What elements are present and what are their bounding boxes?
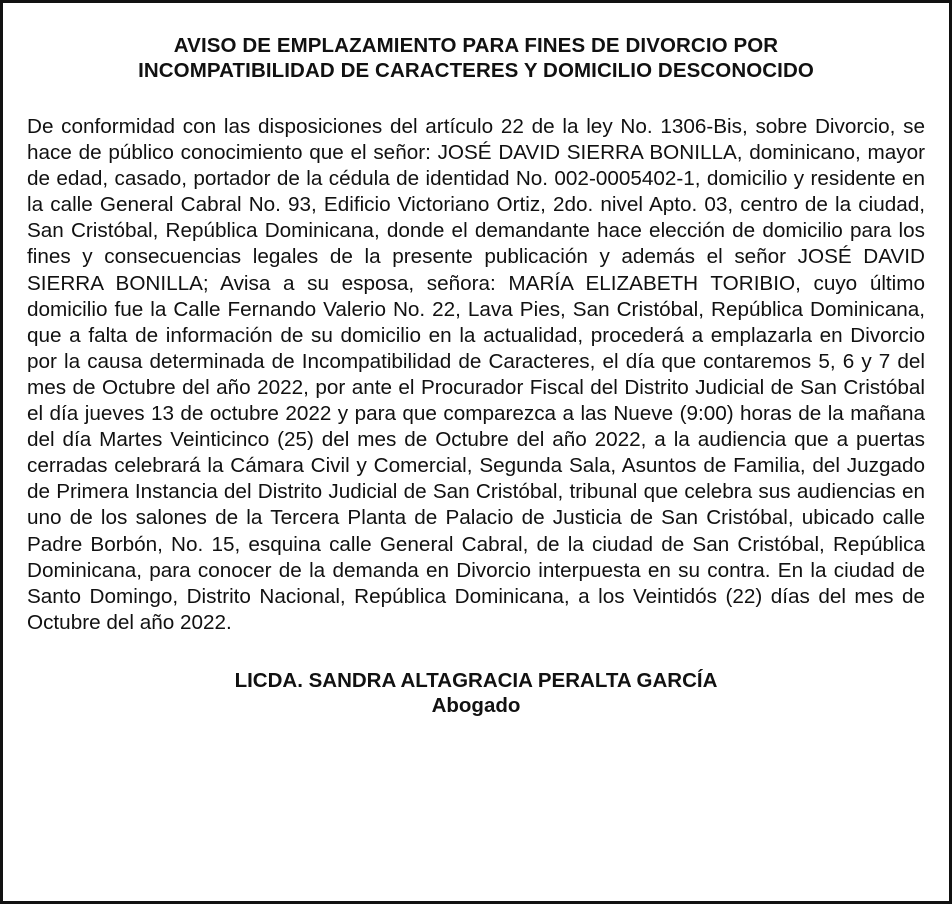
signature-block [27, 668, 925, 718]
notice-body: De conformidad con las disposiciones del artículo 22 de la ley No. 1306-Bis, sobre Divorcio, se hace de público conocimiento que el señor: JOSÉ DAVID SIERRA BONILLA, dominicano, mayor de edad, casado, portador de la cédula de identidad No. 002-0005402-1, domicilio y residente en la calle General Cabral No. 93, Edificio Victoriano Ortiz, 2do. nivel Apto. 03, centro de la ciudad, San Cristóbal, República Dominicana, donde el demandante hace elección de domicilio para los fines y consecuencias legales de la presente publicación y además el señor JOSÉ DAVID SIERRA BONILLA; Avisa a su esposa, señora: MARÍA ELIZABETH TORIBIO, cuyo último domicilio fue la Calle Fernando Valerio No. 22, Lava Pies, San Cristóbal, República Dominicana, que a falta de información de su domicilio en la actualidad, procederá a emplazarla en Divorcio por la causa determinada de Incompatibilidad de Caracteres, el día que contaremos 5, 6 y 7 del mes de Octubre del año 2022, por ante el Procurador Fiscal del Distrito Judicial de San Cristóbal el día jueves 13 de octubre 2022 y para que comparezca a las Nueve (9:00) horas de la mañana del día Martes Veinticinco (25) del mes de Octubre del año 2022, a la audiencia que a puertas cerradas celebrará la Cámara Civil y Comercial, Segunda Sala, Asuntos de Familia, del Juzgado de Primera Instancia del Distrito Judicial de San Cristóbal, tribunal que celebra sus audiencias en uno de los salones de la Tercera Planta de Palacio de Justicia de San Cristóbal, ubicado calle Padre Borbón, No. 15, esquina calle General Cabral, de la ciudad de San Cristóbal, República Dominicana, para conocer de la demanda en Divorcio interpuesta en su contra. En la ciudad de Santo Domingo, Distrito Nacional, República Dominicana, a los Veintidós (22) días del mes de Octubre del año 2022. [27, 115, 925, 634]
notice-title-line-1: AVISO DE EMPLAZAMIENTO PARA FINES DE DIVORCIO POR [173, 34, 779, 57]
signer-role: Abogado [431, 693, 521, 717]
notice-title [27, 33, 925, 83]
signer-name: LICDA. SANDRA ALTAGRACIA PERALTA GARCÍA [234, 668, 718, 692]
notice-title-line-2: INCOMPATIBILIDAD DE CARACTERES Y DOMICILIO DESCONOCIDO [138, 59, 814, 82]
